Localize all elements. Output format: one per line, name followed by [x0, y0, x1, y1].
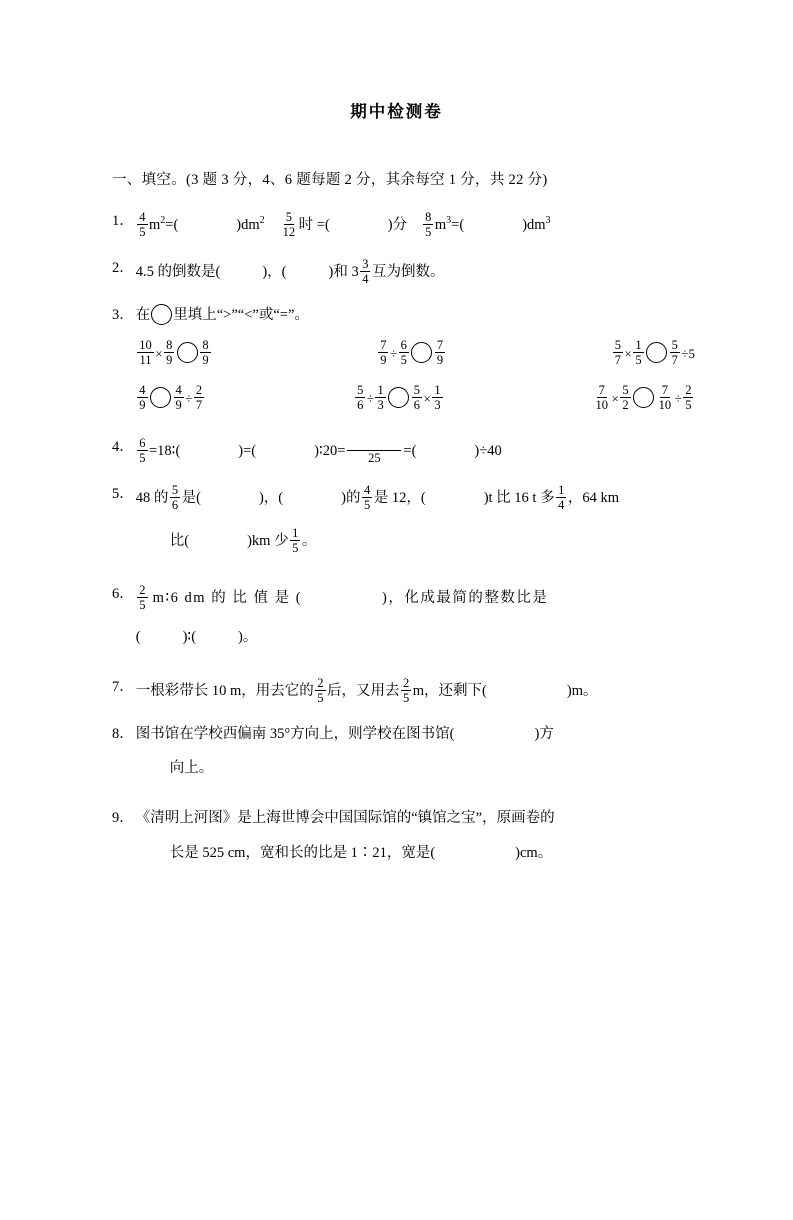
unit: m	[434, 216, 447, 233]
fraction: $\frac{4}{5}$	[139, 210, 146, 239]
text: )∶(	[182, 628, 197, 645]
question-2-body	[136, 258, 701, 287]
text: )=(	[238, 442, 257, 459]
question-1-body	[136, 211, 701, 240]
question-7-number: 7．	[112, 678, 134, 695]
fraction: $\frac{4}{9}$	[175, 382, 182, 412]
question-6	[112, 584, 701, 659]
question-8-body	[136, 724, 701, 791]
operator: ×	[423, 390, 431, 406]
comparison-circle[interactable]	[646, 342, 667, 363]
text: 在	[135, 307, 151, 323]
text: 48 的	[135, 489, 169, 506]
comparison-item	[136, 384, 206, 413]
comparison-item	[136, 339, 212, 368]
comparison-circle[interactable]	[150, 387, 171, 408]
question-7	[112, 677, 701, 706]
text: 4.5 的倒数是(	[135, 263, 221, 280]
fraction: $\frac{7}{10}$	[658, 382, 672, 412]
text: ÷5	[681, 345, 695, 361]
fraction: $\frac{2}{7}$	[195, 382, 203, 412]
text: 。	[301, 532, 317, 549]
question-8-number: 8．	[112, 725, 134, 742]
text: m∶6 dm 的 比 值 是 (	[152, 589, 303, 606]
operator: ×	[624, 345, 632, 361]
question-3-body	[136, 305, 701, 419]
page-title: 期中检测卷	[350, 102, 443, 121]
question-6-body	[136, 584, 701, 659]
fraction: $\frac{5}{7}$	[671, 337, 678, 367]
comparison-circle[interactable]	[411, 342, 432, 363]
fraction: $\frac{2}{5}$	[317, 675, 324, 705]
fraction-blank[interactable]: 25	[347, 436, 401, 465]
fraction: $\frac{2}{5}$	[139, 582, 146, 612]
comparison-circle[interactable]	[177, 342, 198, 363]
question-8	[112, 724, 701, 791]
question-2-number: 2．	[112, 260, 134, 276]
operator: ×	[155, 345, 163, 361]
equals-open: =(	[316, 216, 330, 233]
text: )÷40	[474, 442, 502, 459]
text: )t 比 16 t 多	[483, 489, 555, 506]
fraction: $\frac{5}{6}$	[413, 382, 420, 412]
question-9	[112, 808, 701, 875]
text: 是(	[181, 489, 201, 506]
comparison-item	[377, 339, 447, 368]
equals-open: =(	[165, 216, 179, 233]
question-9-body	[136, 808, 701, 875]
text: )，化成最简的整数比是	[382, 589, 549, 606]
fraction: $\frac{5}{6}$	[171, 482, 179, 512]
text: =(	[403, 442, 417, 459]
superscript: 2	[259, 215, 265, 226]
text: )，(	[258, 489, 284, 506]
text: ，64 km	[567, 489, 619, 506]
superscript: 3	[545, 215, 551, 226]
text: )，(	[262, 263, 287, 280]
fraction: $\frac{1}{5}$	[635, 337, 642, 367]
question-5-number: 5．	[112, 485, 134, 502]
text: 向上。	[169, 760, 214, 777]
fraction: $\frac{1}{4}$	[558, 482, 565, 512]
question-1-number: 1．	[112, 213, 134, 229]
fraction: $\frac{2}{5}$	[403, 675, 410, 705]
text: )∶20=	[314, 442, 346, 459]
fraction: $\frac{7}{9}$	[436, 337, 444, 367]
comparison-circle[interactable]	[388, 387, 409, 408]
question-1	[112, 211, 701, 240]
fraction: $\frac{10}{11}$	[139, 337, 152, 367]
text: )cm。	[515, 844, 553, 861]
text: 是 12，(	[373, 489, 426, 506]
page-content	[112, 168, 701, 875]
close-unit: )分	[387, 216, 408, 233]
text: 长是 525 cm，宽和长的比是 1∶21，宽是(	[169, 844, 436, 861]
operator: ÷	[389, 345, 398, 361]
question-4-body	[136, 437, 701, 466]
text: m，还剩下(	[412, 682, 487, 699]
text: (	[135, 628, 141, 645]
unit: 时	[298, 216, 314, 233]
fraction: $\frac{8}{5}$	[425, 210, 432, 239]
question-6-number: 6．	[112, 585, 134, 602]
text: 一根彩带长 10 m，用去它的	[135, 682, 314, 699]
text: )。	[238, 628, 258, 645]
fraction: $\frac{4}{5}$	[363, 482, 371, 512]
operator: ÷	[185, 390, 193, 406]
question-5	[112, 484, 701, 566]
text: 里填上“>”“<”或“=”。	[173, 307, 309, 323]
close-unit: )dm	[236, 216, 260, 233]
fraction: $\frac{1}{5}$	[292, 525, 299, 555]
question-3	[112, 305, 701, 419]
operator: ÷	[366, 390, 374, 406]
operator: ×	[611, 390, 619, 406]
text: )方	[534, 725, 554, 742]
text: =18∶(	[149, 442, 181, 459]
unit: m	[149, 216, 161, 233]
superscript: 2	[160, 215, 166, 226]
question-2	[112, 258, 701, 287]
question-4	[112, 437, 701, 466]
comparison-row-1	[136, 339, 701, 368]
fraction: $\frac{5}{6}$	[357, 382, 364, 412]
fraction: $\frac{7}{10}$	[595, 382, 608, 412]
comparison-row-2	[136, 384, 701, 413]
superscript: 3	[446, 215, 452, 226]
text: 图书馆在学校西偏南 35°方向上，则学校在图书馆(	[135, 725, 455, 742]
text: 比(	[169, 532, 190, 549]
fraction: $\frac{5}{7}$	[614, 337, 622, 367]
fraction: $\frac{8}{9}$	[166, 337, 173, 367]
text: 《清明上河图》是上海世博会中国国际馆的“镇馆之宝”，原画卷的	[135, 810, 555, 826]
fraction: $\frac{1}{3}$	[434, 382, 441, 412]
question-5-body	[136, 484, 701, 566]
text: )m。	[566, 682, 598, 699]
fraction: $\frac{6}{5}$	[139, 435, 146, 465]
comparison-circle[interactable]	[151, 304, 172, 325]
fraction: $\frac{2}{5}$	[685, 382, 692, 412]
fraction: $\frac{7}{9}$	[380, 337, 387, 367]
fraction: $\frac{5}{2}$	[622, 382, 629, 412]
question-3-number: 3．	[112, 307, 134, 323]
comparison-item	[611, 339, 695, 368]
fraction: $\frac{5}{12}$	[282, 210, 296, 239]
operator: ÷	[674, 390, 682, 406]
fraction: $\frac{8}{9}$	[202, 337, 209, 367]
section-header: 一、填空。(3 题 3 分，4、6 题每题 2 分，其余每空 1 分，共 22 分)	[112, 172, 548, 188]
fraction: $\frac{6}{5}$	[400, 337, 407, 367]
equals-open: =(	[451, 216, 465, 233]
comparison-item	[592, 384, 695, 413]
text: )的	[341, 489, 361, 506]
fraction: $\frac{4}{9}$	[139, 382, 146, 412]
text: 互为倒数。	[371, 263, 445, 280]
question-7-body	[136, 677, 701, 706]
question-4-number: 4．	[112, 438, 134, 455]
question-9-number: 9．	[112, 810, 134, 826]
exam-page	[0, 98, 793, 1220]
text: 后，又用去	[327, 682, 400, 699]
comparison-item	[354, 384, 444, 413]
text: )km 少	[247, 532, 289, 549]
close-unit: )dm	[522, 216, 546, 233]
text: )和 3	[328, 263, 359, 280]
fraction: $\frac{1}{3}$	[377, 382, 384, 412]
fraction: $\frac{3}{4}$	[362, 257, 369, 286]
comparison-circle[interactable]	[633, 387, 654, 408]
